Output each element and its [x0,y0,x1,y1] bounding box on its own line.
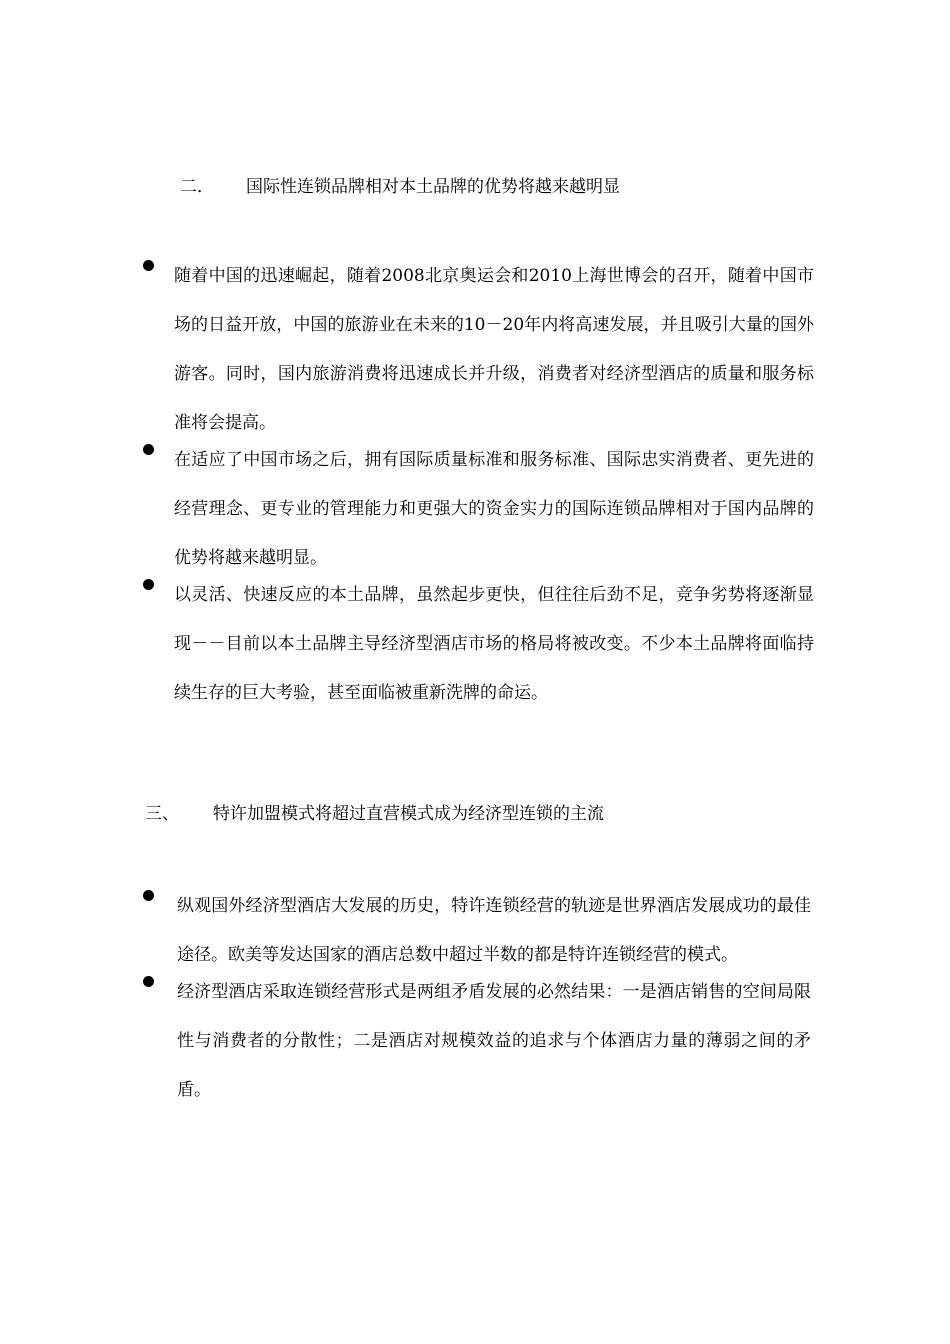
bullet-icon [143,976,154,987]
list-item [0,571,950,718]
list-item [0,436,950,583]
bullet-text: 经济型酒店采取连锁经营形式是两组矛盾发展的必然结果：一是酒店销售的空间局限性与消费者的分散性；二是酒店对规模效益的追求与个体酒店力量的薄弱之间的矛盾。 [177,982,811,1100]
list-item [0,882,950,980]
bullet-text: 纵观国外经济型酒店大发展的历史，特许连锁经营的轨迹是世界酒店发展成功的最佳途径。欧美等发达国家的酒店总数中超过半数的都是特许连锁经营的模式。 [177,896,811,965]
bullet-text: 以灵活、快速反应的本土品牌，虽然起步更快，但往往后劲不足，竞争劣势将逐渐显现－－目前以本土品牌主导经济型酒店市场的格局将被改变。不少本土品牌将面临持续生存的巨大考验，甚至面临被重新洗牌的命运。 [174,585,814,703]
bullet-icon [143,579,154,590]
section-title: 特许加盟模式将超过直营模式成为经济型连锁的主流 [213,804,604,824]
bullet-text: 随着中国的迅速崛起，随着2008北京奥运会和2010上海世博会的召开，随着中国市场的日益开放，中国的旅游业在未来的10－20年内将高速发展，并且吸引大量的国外游客。同时，国内旅游消费将迅速成长并升级，消费者对经济型酒店的质量和服务标准将会提高。 [174,266,814,433]
bullet-list-section-2 [0,264,950,718]
bullet-list-section-3 [0,894,950,1115]
bullet-icon [143,890,154,901]
section-number: 二． [180,177,214,197]
section-heading-2 [180,175,620,199]
list-item [0,252,950,448]
section-heading-3 [145,802,604,826]
section-number: 三、 [145,804,179,824]
bullet-icon [143,444,154,455]
bullet-text: 在适应了中国市场之后，拥有国际质量标准和服务标准、国际忠实消费者、更先进的经营理念、更专业的管理能力和更强大的资金实力的国际连锁品牌相对于国内品牌的优势将越来越明显。 [174,450,814,568]
list-item [0,968,950,1115]
bullet-icon [143,260,154,271]
section-title: 国际性连锁品牌相对本土品牌的优势将越来越明显 [246,177,620,197]
